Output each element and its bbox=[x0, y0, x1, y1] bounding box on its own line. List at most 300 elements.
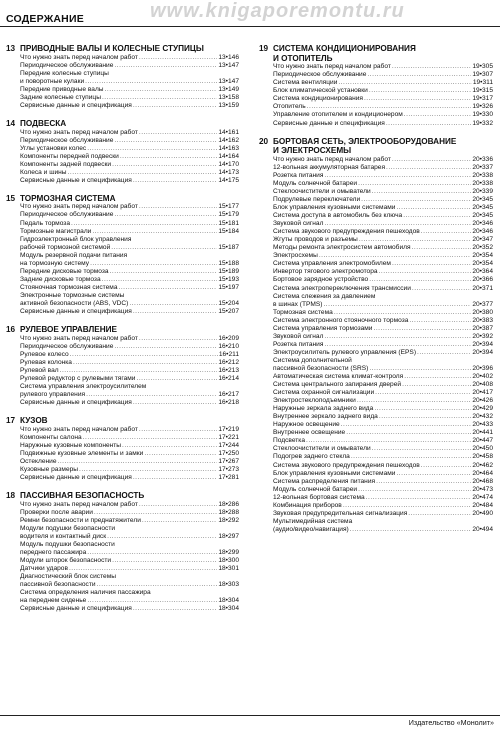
entry-title: Система управления электроусилителем bbox=[20, 382, 147, 390]
dot-leader bbox=[409, 317, 471, 325]
entry-page: 18•304 bbox=[218, 605, 239, 613]
entry-page: 20•402 bbox=[472, 373, 493, 381]
entry-title: Сервисные данные и спецификация bbox=[20, 605, 132, 613]
toc-entry bbox=[20, 375, 239, 383]
entry-title: Система электропереключения трансмиссии bbox=[273, 284, 411, 292]
dot-leader bbox=[396, 204, 471, 212]
dot-leader bbox=[87, 145, 217, 153]
toc-entry bbox=[20, 573, 239, 581]
toc-items bbox=[259, 156, 493, 534]
section-number bbox=[259, 54, 273, 64]
page-title: СОДЕРЖАНИЕ bbox=[6, 13, 84, 25]
entry-page: 13•159 bbox=[218, 101, 239, 109]
toc-entry bbox=[273, 453, 493, 461]
section-heading bbox=[6, 491, 239, 501]
entry-page: 20•354 bbox=[472, 252, 493, 260]
toc-entry bbox=[273, 518, 493, 526]
entry-page: 20•354 bbox=[472, 260, 493, 268]
toc-entry bbox=[20, 581, 239, 589]
entry-page: 20•339 bbox=[472, 187, 493, 195]
entry-page: 20•490 bbox=[472, 509, 493, 517]
right-column bbox=[259, 44, 493, 543]
toc-section bbox=[6, 325, 239, 407]
toc-entry bbox=[20, 145, 239, 153]
entry-page: 13•147 bbox=[218, 61, 239, 69]
entry-title: Что нужно знать перед началом работ bbox=[273, 63, 391, 71]
entry-page: 14•163 bbox=[218, 144, 239, 152]
toc-entry bbox=[20, 137, 239, 145]
dot-leader bbox=[369, 365, 471, 373]
dot-leader bbox=[369, 87, 471, 95]
dot-leader bbox=[392, 156, 471, 164]
toc-entry bbox=[273, 103, 493, 111]
toc-entry bbox=[20, 236, 239, 244]
toc-entry bbox=[273, 196, 493, 204]
dot-leader bbox=[71, 220, 217, 228]
entry-title: Периодическое обслуживание bbox=[273, 71, 367, 79]
dot-leader bbox=[364, 95, 471, 103]
toc-entry bbox=[20, 517, 239, 525]
toc-entry bbox=[20, 268, 239, 276]
entry-title: Подрулевые переключатели bbox=[273, 195, 361, 203]
entry-title: Сервисные данные и спецификация bbox=[273, 119, 385, 127]
dot-leader bbox=[324, 220, 471, 228]
dot-leader bbox=[421, 462, 472, 470]
toc-entry bbox=[273, 389, 493, 397]
dot-leader bbox=[386, 120, 472, 128]
toc-entry bbox=[20, 359, 239, 367]
entry-title: Рулевой вал bbox=[20, 366, 59, 374]
entry-title: Система центрального запирания дверей bbox=[273, 381, 402, 389]
dot-leader bbox=[343, 502, 472, 510]
dot-leader bbox=[105, 86, 218, 94]
dot-leader bbox=[307, 103, 472, 111]
entry-page: 20•380 bbox=[472, 308, 493, 316]
entry-page: 18•300 bbox=[218, 556, 239, 564]
entry-title: 12-вольная бортовая система bbox=[273, 493, 365, 501]
toc-entry bbox=[20, 244, 239, 252]
dot-leader bbox=[374, 325, 472, 333]
toc-entry bbox=[20, 62, 239, 70]
entry-title: Подсветка bbox=[273, 437, 305, 445]
entry-title: Отопитель bbox=[273, 103, 306, 111]
entry-page: 20•426 bbox=[472, 397, 493, 405]
dot-leader bbox=[133, 177, 218, 185]
entry-title: Компоненты салона bbox=[20, 433, 82, 441]
entry-page: 20•336 bbox=[472, 155, 493, 163]
toc-entry bbox=[273, 180, 493, 188]
section-title: КУЗОВ bbox=[20, 416, 48, 426]
entry-page: 20•337 bbox=[472, 163, 493, 171]
dot-leader bbox=[324, 172, 471, 180]
entry-page: 17•219 bbox=[218, 425, 239, 433]
entry-page: 20•429 bbox=[472, 405, 493, 413]
toc-entry bbox=[273, 397, 493, 405]
toc-entry bbox=[20, 276, 239, 284]
entry-title: Модули шторок безопасности bbox=[20, 556, 112, 564]
entry-page: 13•149 bbox=[218, 85, 239, 93]
toc-entry bbox=[273, 309, 493, 317]
entry-title: Звуковой сигнал bbox=[273, 220, 324, 228]
toc-entry bbox=[20, 383, 239, 391]
entry-title: Бортовое зарядное устройство bbox=[273, 276, 369, 284]
section-number: 19 bbox=[259, 44, 269, 53]
publisher: Издательство «Монолит» bbox=[408, 718, 494, 727]
entry-title: Колеса и шины bbox=[20, 168, 67, 176]
entry-page: 20•464 bbox=[472, 469, 493, 477]
dot-leader bbox=[79, 466, 217, 474]
dot-leader bbox=[379, 268, 472, 276]
entry-title: Углы установки колес bbox=[20, 144, 87, 152]
toc-section bbox=[6, 416, 239, 482]
entry-page: 18•292 bbox=[218, 516, 239, 524]
toc-entry bbox=[273, 87, 493, 95]
section-title: ПАССИВНАЯ БЕЗОПАСНОСТЬ bbox=[20, 491, 145, 501]
entry-title: Периодическое обслуживание bbox=[20, 136, 114, 144]
entry-title: Кузовные размеры bbox=[20, 465, 79, 473]
toc-section bbox=[6, 44, 239, 110]
toc-entry bbox=[273, 156, 493, 164]
dot-leader bbox=[119, 284, 218, 292]
toc-entry bbox=[273, 341, 493, 349]
entry-page: 20•338 bbox=[472, 179, 493, 187]
entry-page: 17•221 bbox=[218, 433, 239, 441]
section-title: ТОРМОЗНАЯ СИСТЕМА bbox=[20, 193, 116, 203]
entry-page: 14•175 bbox=[218, 176, 239, 184]
toc-entry bbox=[273, 285, 493, 293]
toc-entry bbox=[20, 220, 239, 228]
entry-title: Управление отопителем и кондиционером bbox=[273, 111, 403, 119]
dot-leader bbox=[346, 429, 471, 437]
entry-title: переднего пассажира bbox=[20, 548, 87, 556]
entry-title: Передние колесные ступицы bbox=[20, 69, 109, 77]
dot-leader bbox=[139, 203, 217, 211]
dot-leader bbox=[86, 391, 217, 399]
entry-title: Тормозная система bbox=[273, 308, 333, 316]
entry-title: Система управления тормозами bbox=[273, 324, 373, 332]
dot-leader bbox=[357, 397, 472, 405]
section-number: 15 bbox=[6, 193, 16, 203]
toc-entry bbox=[20, 525, 239, 533]
toc-entry bbox=[273, 317, 493, 325]
dot-leader bbox=[306, 437, 471, 445]
entry-title: Электроусилитель рулевого управления (EPS) bbox=[273, 348, 417, 356]
entry-title: Рулевое колесо bbox=[20, 350, 69, 358]
entry-title: Внутреннее освещение bbox=[273, 429, 346, 437]
toc-items bbox=[6, 129, 239, 185]
toc-entry bbox=[273, 228, 493, 236]
dot-leader bbox=[133, 399, 218, 407]
section-title: И ЭЛЕКТРОСХЕМЫ bbox=[273, 146, 352, 156]
entry-page: 18•297 bbox=[218, 532, 239, 540]
toc-entry bbox=[273, 293, 493, 301]
toc-entry bbox=[20, 54, 239, 62]
entry-page: 18•288 bbox=[218, 508, 239, 516]
entry-page: 14•164 bbox=[218, 152, 239, 160]
entry-title: на переднем сиденье bbox=[20, 597, 87, 605]
toc-entry bbox=[273, 437, 493, 445]
entry-title: Наружные кузовные компоненты bbox=[20, 441, 122, 449]
section-heading bbox=[6, 44, 239, 54]
entry-page: 20•383 bbox=[472, 316, 493, 324]
dot-leader bbox=[412, 244, 472, 252]
toc-entry bbox=[273, 333, 493, 341]
toc-entry bbox=[273, 494, 493, 502]
watermark: www.knigaporemontu.ru bbox=[150, 0, 405, 22]
toc-entry bbox=[273, 260, 493, 268]
dot-leader bbox=[358, 486, 471, 494]
entry-title: пассивной безопасности (SRS) bbox=[273, 364, 369, 372]
toc-section bbox=[6, 491, 239, 613]
dot-leader bbox=[358, 180, 471, 188]
entry-title: Педаль тормоза bbox=[20, 219, 70, 227]
entry-page: 20•473 bbox=[472, 485, 493, 493]
toc-items bbox=[6, 426, 239, 482]
entry-page: 20•458 bbox=[472, 453, 493, 461]
entry-title: Модуль подушки безопасности bbox=[20, 540, 115, 548]
toc-entry bbox=[273, 244, 493, 252]
toc-entry bbox=[273, 445, 493, 453]
toc-entry bbox=[273, 164, 493, 172]
entry-title: Система определения наличия пассажира bbox=[20, 589, 151, 597]
dot-leader bbox=[323, 301, 471, 309]
entry-page: 20•366 bbox=[472, 276, 493, 284]
entry-title: Гидроэлектронный блок управления bbox=[20, 235, 132, 243]
dot-leader bbox=[68, 169, 218, 177]
toc-entry bbox=[273, 71, 493, 79]
toc-entry bbox=[20, 351, 239, 359]
dot-leader bbox=[372, 188, 472, 196]
entry-page: 20•468 bbox=[472, 477, 493, 485]
dot-leader bbox=[379, 413, 471, 421]
entry-title: Датчики ударов bbox=[20, 565, 68, 572]
toc-entry bbox=[273, 413, 493, 421]
entry-title: Стеклоочистители и омыватели bbox=[273, 445, 371, 453]
dot-leader bbox=[69, 565, 217, 573]
dot-leader bbox=[392, 63, 471, 71]
dot-leader bbox=[139, 426, 217, 434]
dot-leader bbox=[87, 549, 217, 557]
entry-title: Что нужно знать перед началом работ bbox=[20, 203, 138, 211]
toc-entry bbox=[20, 589, 239, 597]
dot-leader bbox=[112, 161, 217, 169]
entry-title: Электростеклоподъемники bbox=[273, 397, 356, 405]
dot-leader bbox=[97, 581, 218, 589]
entry-page: 19•330 bbox=[472, 111, 493, 119]
entry-page: 19•311 bbox=[472, 79, 493, 87]
toc-entry bbox=[20, 426, 239, 434]
entry-title: Что нужно знать перед началом работ bbox=[20, 128, 138, 136]
dot-leader bbox=[70, 351, 218, 359]
entry-title: Передние дисковые тормоза bbox=[20, 267, 109, 275]
entry-title: активной безопасности (ABS, VDC) bbox=[20, 300, 129, 307]
dot-leader bbox=[92, 228, 217, 236]
entry-title: Розетка питания bbox=[273, 171, 324, 179]
entry-page: 20•417 bbox=[472, 389, 493, 397]
entry-title: Периодическое обслуживание bbox=[20, 211, 114, 219]
entry-title: Система электронного стояночного тормоза bbox=[273, 316, 409, 324]
toc-entry bbox=[273, 212, 493, 220]
entry-title: Модуль солнечной батареи bbox=[273, 179, 358, 187]
entry-page: 18•299 bbox=[218, 548, 239, 556]
toc-items bbox=[259, 63, 493, 127]
dot-leader bbox=[139, 129, 217, 137]
dot-leader bbox=[376, 478, 471, 486]
toc-entry bbox=[273, 188, 493, 196]
toc-entry bbox=[273, 381, 493, 389]
dot-leader bbox=[142, 517, 217, 525]
dot-leader bbox=[133, 605, 218, 613]
entry-title: Система управления электромобилем bbox=[273, 260, 391, 268]
entry-title: Что нужно знать перед началом работ bbox=[20, 334, 138, 342]
toc-entry bbox=[20, 169, 239, 177]
section-number: 16 bbox=[6, 325, 16, 335]
dot-leader bbox=[90, 260, 217, 268]
entry-title: Передние приводные валы bbox=[20, 85, 104, 93]
toc-section bbox=[259, 137, 493, 534]
entry-page: 16•214 bbox=[218, 374, 239, 382]
entry-page: 20•394 bbox=[472, 348, 493, 356]
entry-title: Звуковой сигнал bbox=[273, 332, 324, 340]
toc-entry bbox=[20, 308, 239, 316]
entry-page: 16•218 bbox=[218, 399, 239, 407]
toc-entry bbox=[273, 357, 493, 365]
entry-title: Тормозные магистрали bbox=[20, 227, 92, 235]
dot-leader bbox=[114, 62, 217, 70]
toc-entry bbox=[20, 86, 239, 94]
toc-entry bbox=[273, 276, 493, 284]
entry-page: 15•204 bbox=[218, 300, 239, 307]
entry-title: Система звукового предупреждения пешеходов bbox=[273, 228, 420, 236]
entry-title: водителя и контактный диск bbox=[20, 532, 107, 540]
toc-entry bbox=[20, 94, 239, 102]
dot-leader bbox=[112, 557, 217, 565]
toc-items bbox=[6, 501, 239, 614]
dot-leader bbox=[144, 450, 217, 458]
entry-page: 20•345 bbox=[472, 195, 493, 203]
entry-page: 15•184 bbox=[218, 227, 239, 235]
entry-title: Система дополнительной bbox=[273, 356, 352, 364]
toc-entry bbox=[20, 442, 239, 450]
entry-title: Задние колесные ступицы bbox=[20, 93, 101, 101]
toc-entry bbox=[20, 335, 239, 343]
toc-entry bbox=[273, 405, 493, 413]
entry-title: Внутреннее зеркало заднего вида bbox=[273, 413, 378, 421]
toc-entry bbox=[20, 367, 239, 375]
section-number: 18 bbox=[6, 491, 16, 501]
section-title: И ОТОПИТЕЛЬ bbox=[273, 53, 333, 63]
entry-title: на тормозную систему bbox=[20, 259, 90, 267]
dot-leader bbox=[120, 153, 218, 161]
entry-title: Что нужно знать перед началом работ bbox=[20, 425, 138, 433]
entry-title: Модули подушки безопасности bbox=[20, 524, 116, 532]
toc-entry bbox=[20, 541, 239, 549]
entry-page: 17•250 bbox=[218, 449, 239, 457]
dot-leader bbox=[139, 335, 217, 343]
entry-page: 20•346 bbox=[472, 220, 493, 228]
entry-page: 20•371 bbox=[472, 284, 493, 292]
dot-leader bbox=[324, 341, 471, 349]
toc-entry bbox=[273, 301, 493, 309]
entry-title: Система распределения питания bbox=[273, 477, 376, 485]
entry-page: 17•267 bbox=[218, 457, 239, 465]
entry-title: Модуль резервной подачи питания bbox=[20, 251, 128, 259]
entry-title: Что нужно знать перед началом работ bbox=[20, 53, 138, 61]
entry-page: 17•244 bbox=[218, 441, 239, 449]
section-title: БОРТОВАЯ СЕТЬ, ЭЛЕКТРООБОРУДОВАНИЕ bbox=[273, 136, 457, 146]
toc-entry bbox=[20, 501, 239, 509]
dot-leader bbox=[404, 111, 472, 119]
toc-entry bbox=[20, 509, 239, 517]
entry-title: Сервисные данные и спецификация bbox=[20, 473, 132, 481]
toc-entry bbox=[20, 300, 239, 308]
entry-title: Комбинация приборов bbox=[273, 501, 342, 509]
entry-page: 15•187 bbox=[218, 243, 239, 251]
dot-leader bbox=[396, 470, 471, 478]
dot-leader bbox=[367, 71, 471, 79]
entry-page: 16•209 bbox=[218, 334, 239, 342]
entry-title: Проверки после аварии bbox=[20, 508, 93, 516]
page-header bbox=[0, 0, 500, 32]
entry-page: 14•162 bbox=[218, 136, 239, 144]
section-number: 17 bbox=[6, 416, 16, 426]
entry-title: Стояночная тормозная система bbox=[20, 283, 118, 291]
entry-title: Задние дисковые тормоза bbox=[20, 275, 101, 283]
section-heading bbox=[259, 44, 493, 54]
toc-entry bbox=[20, 228, 239, 236]
entry-page: 20•450 bbox=[472, 445, 493, 453]
entry-page: 16•210 bbox=[218, 342, 239, 350]
toc-entry bbox=[20, 102, 239, 110]
entry-page: 20•377 bbox=[472, 300, 493, 308]
toc-entry bbox=[273, 204, 493, 212]
dot-leader bbox=[110, 268, 218, 276]
entry-page: 20•474 bbox=[472, 493, 493, 501]
section-heading bbox=[6, 194, 239, 204]
entry-page: 18•301 bbox=[218, 565, 239, 572]
entry-title: Блок климатической установки bbox=[273, 87, 368, 95]
entry-page: 18•304 bbox=[218, 597, 239, 605]
entry-page: 20•346 bbox=[472, 228, 493, 236]
toc-entry bbox=[20, 533, 239, 541]
dot-leader bbox=[114, 211, 217, 219]
entry-page: 20•408 bbox=[472, 381, 493, 389]
toc-entry bbox=[273, 325, 493, 333]
entry-page: 17•281 bbox=[218, 473, 239, 481]
entry-title: Стеклоочистители и омыватели bbox=[273, 187, 371, 195]
footer-rule bbox=[0, 715, 500, 716]
entry-page: 20•392 bbox=[472, 332, 493, 340]
entry-title: Компоненты задней подвески bbox=[20, 160, 112, 168]
toc-items bbox=[6, 335, 239, 407]
toc-entry bbox=[273, 349, 493, 357]
toc-entry bbox=[273, 111, 493, 119]
entry-page: 16•212 bbox=[218, 358, 239, 366]
entry-page: 19•317 bbox=[472, 95, 493, 103]
dot-leader bbox=[404, 373, 471, 381]
entry-page: 13•146 bbox=[218, 53, 239, 61]
dot-leader bbox=[408, 510, 471, 518]
entry-title: и поворотные кулаки bbox=[20, 77, 85, 85]
dot-leader bbox=[102, 276, 218, 284]
entry-page: 18•303 bbox=[218, 581, 239, 589]
entry-title: Блок управления кузовными системами bbox=[273, 469, 396, 477]
dot-leader bbox=[366, 494, 472, 502]
toc-entry bbox=[20, 252, 239, 260]
entry-page: 17•273 bbox=[218, 465, 239, 473]
toc-entry bbox=[20, 78, 239, 86]
dot-leader bbox=[85, 78, 217, 86]
